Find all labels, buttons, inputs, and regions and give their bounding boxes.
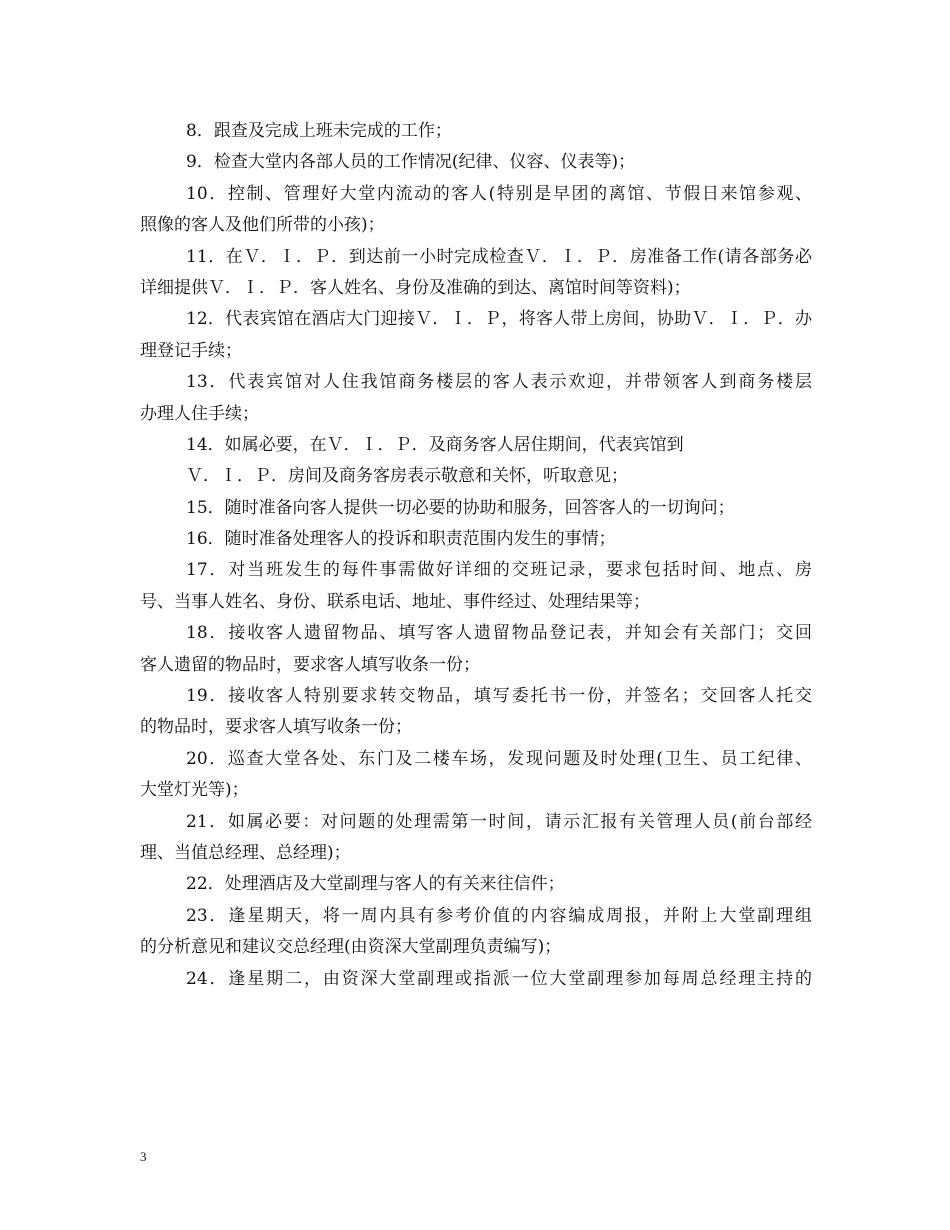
text-line: Ｖ．Ｉ．Ｐ．房间及商务客房表示敬意和关怀，听取意见； xyxy=(186,466,628,487)
text-line: 19．接收客人特别要求转交物品，填写委托书一份，并签名；交回客人托交 xyxy=(186,686,812,707)
text-line: 照像的客人及他们所带的小孩)； xyxy=(140,215,385,236)
text-line: 14．如属必要，在Ｖ．Ｉ．Ｐ．及商务客人居住期间，代表宾馆到 xyxy=(186,434,684,455)
text-line: 详细提供Ｖ．Ｉ．Ｐ．客人姓名、身份及准确的到达、离馆时间等资料)； xyxy=(140,277,691,298)
text-line: 的物品时，要求客人填写收条一份； xyxy=(140,717,412,738)
text-line: 12．代表宾馆在酒店大门迎接Ｖ．Ｉ．Ｐ，将客人带上房间，协助Ｖ．Ｉ．Ｐ．办 xyxy=(186,309,812,330)
text-line: 21．如属必要：对问题的处理需第一时间，请示汇报有关管理人员(前台部经 xyxy=(186,811,812,832)
text-line: 的分析意见和建议交总经理(由资深大堂副理负责编写)； xyxy=(140,937,562,958)
text-line: 20．巡查大堂各处、东门及二楼车场，发现问题及时处理(卫生、员工纪律、 xyxy=(186,748,812,769)
text-line: 10．控制、管理好大堂内流动的客人(特别是早团的离馆、节假日来馆参观、 xyxy=(186,183,812,204)
document-body xyxy=(140,116,812,995)
text-line: 13．代表宾馆对人住我馆商务楼层的客人表示欢迎，并带领客人到商务楼层 xyxy=(186,372,812,393)
page-number: 3 xyxy=(140,1149,147,1164)
text-line: 17．对当班发生的每件事需做好详细的交班记录，要求包括时间、地点、房 xyxy=(186,560,812,581)
text-line: 客人遗留的物品时，要求客人填写收条一份； xyxy=(140,654,480,675)
text-line: 理、当值总经理、总经理)； xyxy=(140,842,351,863)
text-line: 号、当事人姓名、身份、联系电话、地址、事件经过、处理结果等； xyxy=(140,591,650,612)
text-line: 22．处理酒店及大堂副理与客人的有关来往信件； xyxy=(186,874,565,895)
text-line: 理登记手续； xyxy=(140,340,242,361)
text-line: 15．随时准备向客人提供一切必要的协助和服务，回答客人的一切询问； xyxy=(186,497,735,518)
text-line: 8．跟查及完成上班未完成的工作； xyxy=(186,121,452,141)
text-line: 23．逢星期天，将一周内具有参考价值的内容编成周报，并附上大堂副理组 xyxy=(186,905,812,926)
text-line: 大堂灯光等)； xyxy=(140,780,249,801)
text-line: 办理人住手续； xyxy=(140,403,259,424)
text-line: 11．在Ｖ．Ｉ．Ｐ．到达前一小时完成检查Ｖ．Ｉ．Ｐ．房准备工作(请各部务必 xyxy=(186,246,812,267)
text-line: 9．检查大堂内各部人员的工作情况(纪律、仪容、仪表等)； xyxy=(186,152,636,173)
text-line: 16．随时准备处理客人的投诉和职责范围内发生的事情； xyxy=(186,529,616,550)
text-line: 24．逢星期二，由资深大堂副理或指派一位大堂副理参加每周总经理主持的 xyxy=(186,968,812,989)
text-line: 18．接收客人遗留物品、填写客人遗留物品登记表，并知会有关部门；交回 xyxy=(186,623,812,644)
